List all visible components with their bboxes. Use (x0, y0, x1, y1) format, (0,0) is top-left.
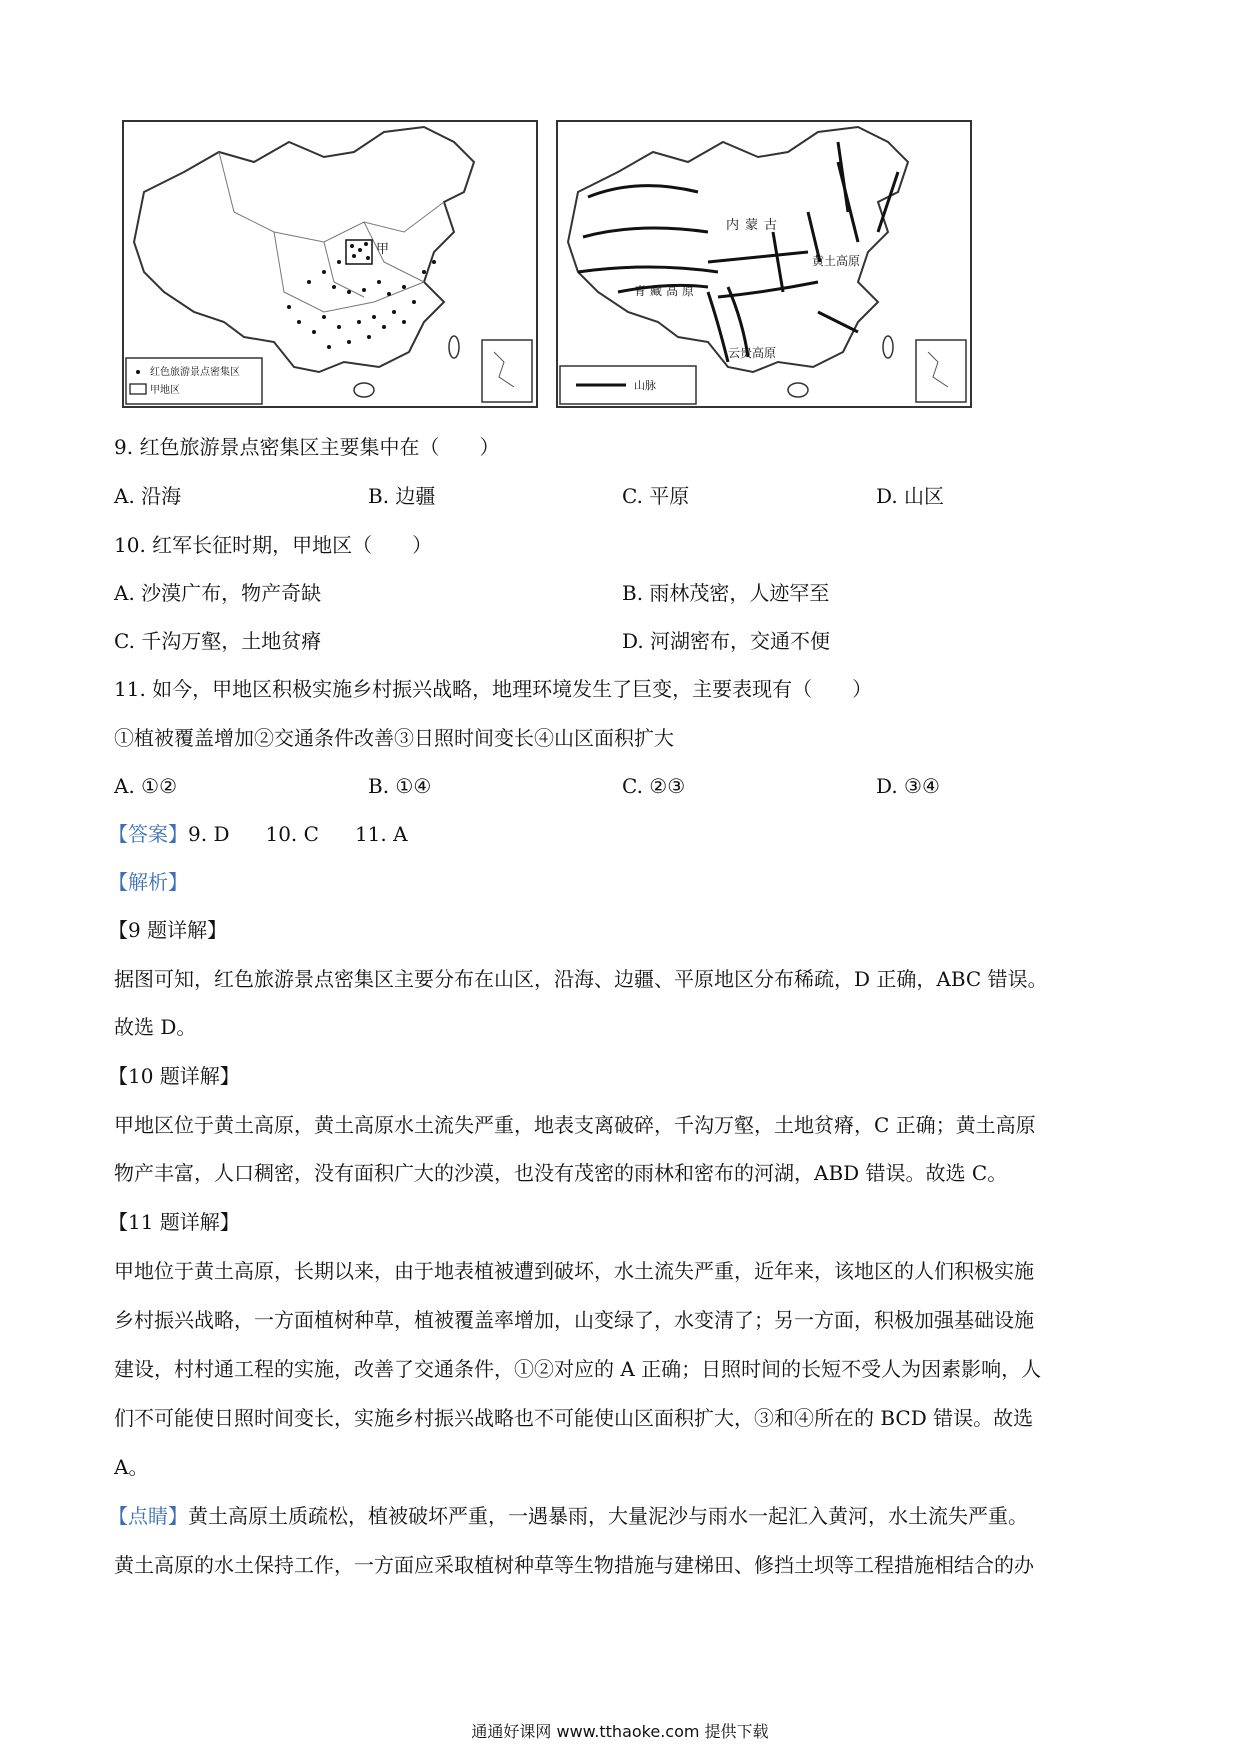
q9-option-c: C. 平原 (622, 484, 690, 508)
answer-10: 10. C (265, 822, 319, 846)
south-sea-inset (482, 340, 532, 402)
q11-option-d: D. ③④ (876, 774, 940, 798)
answer-tag: 【答案】 (108, 822, 188, 846)
q11-option-c: C. ②③ (622, 774, 686, 798)
right-map (556, 120, 972, 408)
page-footer: 通通好课网 www.tthaoke.com 提供下载 (471, 1722, 769, 1741)
label-neimenggu: 内蒙古 (726, 218, 784, 233)
q9-option-a: A. 沿海 (114, 484, 182, 508)
d10-line-1: 甲地区位于黄土高原，黄土高原水土流失严重，地表支离破碎，千沟万壑，土地贫瘠，C 正确；黄土高原 (114, 1113, 1036, 1137)
d9-line-2: 故选 D。 (114, 1015, 197, 1039)
q10-stem: 10. 红军长征时期，甲地区（ ） (114, 533, 433, 557)
dianjing-text: 黄土高原土质疏松，植被破坏严重，一遇暴雨，大量泥沙与雨水一起汇入黄河，水土流失严重。 (188, 1504, 1028, 1528)
dianjing-line-2: 黄土高原的水土保持工作，一方面应采取植树种草等生物措施与建梯田、修挡土坝等工程措施相结合的办 (114, 1553, 1034, 1577)
d11-line-2: 乡村振兴战略，一方面植树种草，植被覆盖率增加，山变绿了，水变清了；另一方面，积极加强基础设施 (114, 1308, 1034, 1332)
analysis-tag: 【解析】 (108, 870, 188, 894)
legend-box-label: 甲地区 (150, 385, 180, 396)
label-huangtu-plateau: 黄土高原 (812, 254, 861, 268)
q11-option-a: A. ①② (114, 774, 178, 798)
q11-option-b: B. ①④ (368, 774, 432, 798)
answer-11: 11. A (354, 822, 408, 846)
q9-stem: 9. 红色旅游景点密集区主要集中在（ ） (114, 435, 500, 459)
q11-statements: ①植被覆盖增加②交通条件改善③日照时间变长④山区面积扩大 (114, 726, 674, 750)
dianjing-line-1 (108, 1502, 1028, 1530)
d10-line-2: 物产丰富，人口稠密，没有面积广大的沙漠，也没有茂密的雨林和密布的河湖，ABD 错误。故选 C。 (114, 1161, 1008, 1185)
d11-title: 【11 题详解】 (108, 1210, 240, 1234)
q10-option-b: B. 雨林茂密，人迹罕至 (622, 581, 830, 605)
q9-option-d: D. 山区 (876, 484, 945, 508)
label-qingzang-plateau: 青藏高原 (634, 284, 699, 298)
q10-option-a: A. 沙漠广布，物产奇缺 (114, 581, 322, 605)
south-sea-inset (916, 340, 966, 402)
label-yungui-plateau: 云贵高原 (728, 346, 777, 360)
d11-line-1: 甲地位于黄土高原，长期以来，由于地表植被遭到破坏，水土流失严重，近年来，该地区的人们积极实施 (114, 1259, 1034, 1283)
legend-mountain-label: 山脉 (634, 379, 656, 392)
left-map (122, 120, 538, 408)
jia-region-box (346, 240, 372, 264)
q10-option-c: C. 千沟万壑，土地贫瘠 (114, 629, 322, 653)
d9-line-1: 据图可知，红色旅游景点密集区主要分布在山区，沿海、边疆、平原地区分布稀疏，D 正确，ABC 错误。 (114, 967, 1048, 991)
china-terrain-map (558, 122, 970, 406)
d11-line-3: 建设，村村通工程的实施，改善了交通条件，①②对应的 A 正确；日照时间的长短不受人为因素影响，人 (114, 1357, 1042, 1381)
answer-row (108, 820, 408, 848)
dianjing-tag: 【点睛】 (108, 1504, 188, 1528)
jia-label: 甲 (376, 242, 390, 257)
q9-option-b: B. 边疆 (368, 484, 436, 508)
q10-option-d: D. 河湖密布，交通不便 (622, 629, 831, 653)
d11-line-5: A。 (114, 1455, 149, 1479)
d9-title: 【9 题详解】 (108, 918, 228, 942)
d10-title: 【10 题详解】 (108, 1064, 240, 1088)
answer-9: 9. D (188, 822, 230, 846)
d11-line-4: 们不可能使日照时间变长，实施乡村振兴战略也不可能使山区面积扩大，③和④所在的 BCD 错误。故选 (114, 1406, 1034, 1430)
legend-dots-label: 红色旅游景点密集区 (150, 367, 240, 378)
q11-stem: 11. 如今，甲地区积极实施乡村振兴战略，地理环境发生了巨变，主要表现有（ ） (114, 677, 873, 701)
